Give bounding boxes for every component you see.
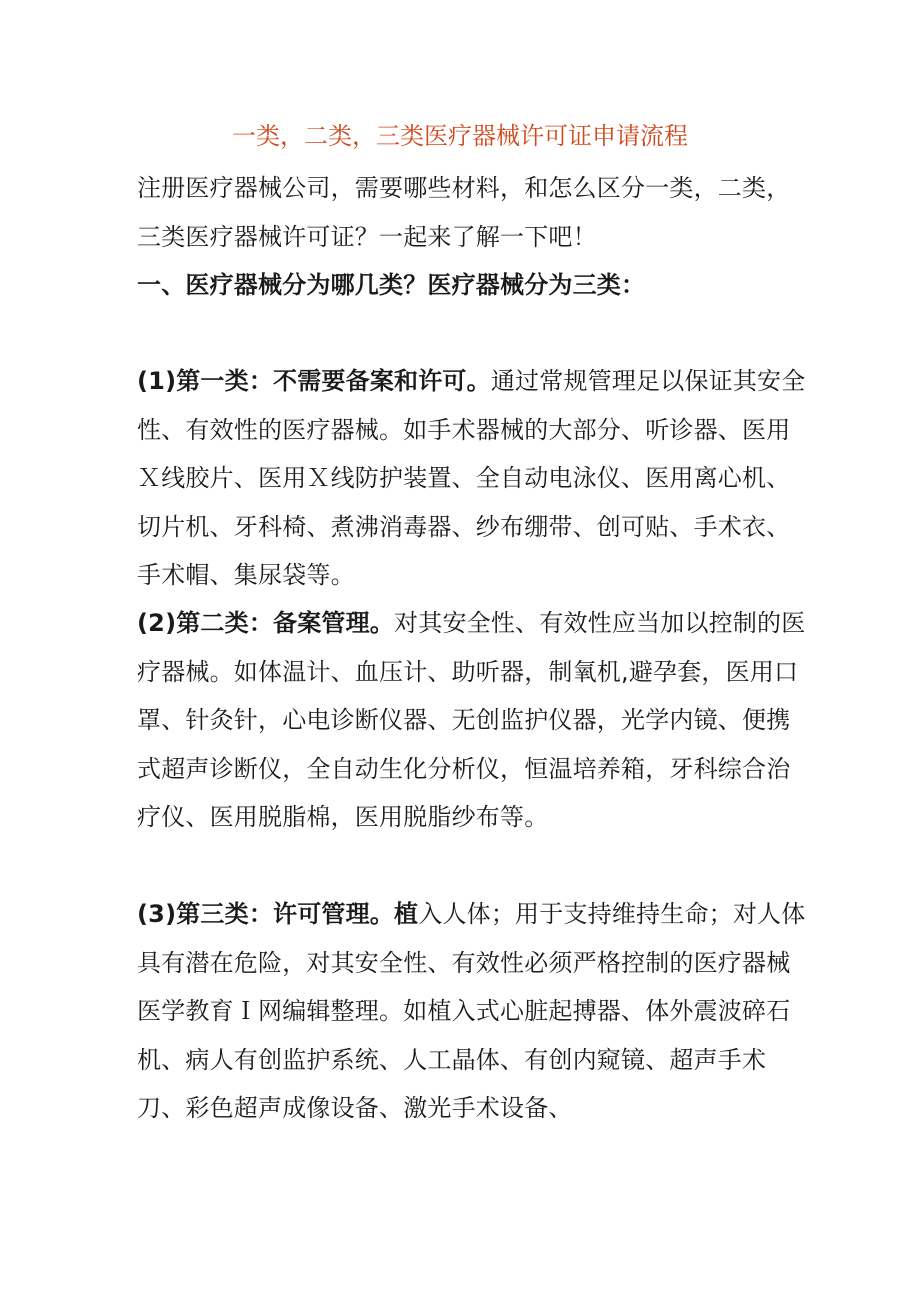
class3-label: (3)第三类：许可管理。植 (137, 900, 419, 928)
class1-label: (1)第一类：不需要备案和许可。 (137, 367, 491, 395)
class2-paragraph (137, 599, 807, 842)
class3-paragraph (137, 890, 807, 1133)
document-title: 一类，二类，三类医疗器械许可证申请流程 (232, 122, 688, 150)
class1-text: 通过常规管理足以保证其安全性、有效性的医疗器械。如手术器械的大部分、听诊器、医用Ｘ线胶片、医用Ｘ线防护装置、全自动电泳仪、医用离心机、切片机、牙科椅、煮沸消毒器、纱布绷带、创可贴、手术衣、手术帽、集尿袋等。 (137, 367, 806, 589)
class2-text: 对其安全性、有效性应当加以控制的医疗器械。如体温计、血压计、助听器，制氧机,避孕套，医用口罩、针灸针，心电诊断仪器、无创监护仪器，光学内镜、便携式超声诊断仪，全自动生化分析仪，恒温培养箱，牙科综合治疗仪、医用脱脂棉，医用脱脂纱布等。 (137, 609, 806, 831)
class3-text: 入人体；用于支持维持生命；对人体具有潜在危险，对其安全性、有效性必须严格控制的医疗器械医学教育Ｉ网编辑整理。如植入式心脏起搏器、体外震波碎石机、病人有创监护系统、人工晶体、有创内窥镜、超声手术刀、彩色超声成像设备、激光手术设备、 (137, 900, 806, 1122)
class2-label: (2)第二类：备案管理。 (137, 609, 395, 637)
class1-paragraph (137, 357, 807, 600)
section-heading: 一、医疗器械分为哪几类？医疗器械分为三类： (137, 271, 646, 299)
intro-paragraph: 注册医疗器械公司，需要哪些材料，和怎么区分一类，二类，三类医疗器械许可证？一起来了解一下吧！ (137, 174, 791, 251)
